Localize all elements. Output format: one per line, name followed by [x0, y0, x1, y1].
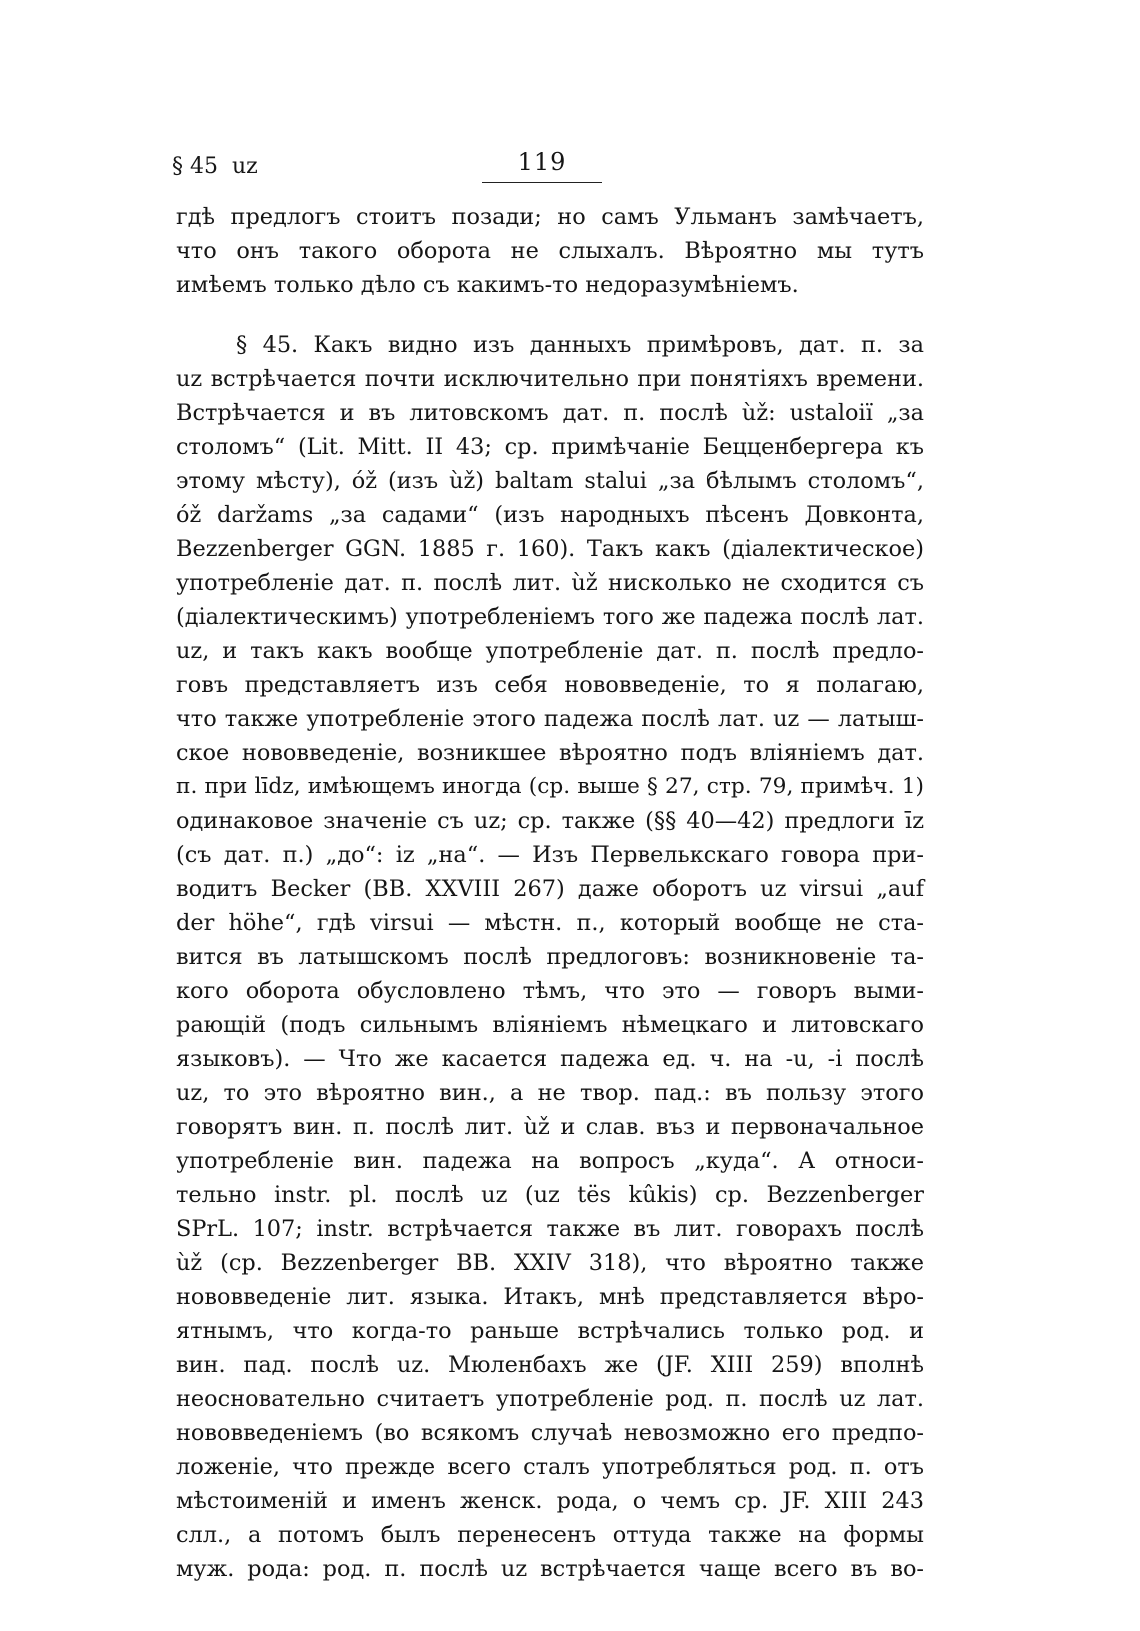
text-line: Встрѣчается и въ литовскомъ дат. п. послѣ ùž: ustaloiï „за — [176, 400, 924, 426]
text-line: ùž (ср. Bezzenberger BB. XXIV 318), что вѣроятно также — [176, 1250, 924, 1276]
text-line: п. при līdz, имѣющемъ иногда (ср. выше § 27, стр. 79, примѣч. 1) — [176, 774, 924, 799]
running-header — [172, 148, 924, 188]
section-reference — [172, 154, 258, 179]
text-line: употребленіе вин. падежа на вопросъ „куда“. А относи- — [176, 1148, 924, 1174]
header-rule — [482, 182, 602, 183]
text-line: uz, то это вѣроятно вин., а не твор. пад.: въ пользу этого — [176, 1080, 924, 1106]
text-line: языковъ). — Что же касается падежа ед. ч. на -u, -i послѣ — [176, 1046, 924, 1072]
text-line: кого оборота обусловлено тѣмъ, что это — говоръ выми- — [176, 978, 924, 1004]
text-line: (съ дат. п.) „до“: iz „на“. — Изъ Первелькскаго говора при- — [176, 842, 924, 868]
text-line: рающій (подъ сильнымъ вліяніемъ нѣмецкаго и литовскаго — [176, 1012, 924, 1038]
body-text — [176, 200, 924, 1586]
text-line: óž daržams „за садами“ (изъ народныхъ пѣсенъ Довконта, — [176, 502, 924, 528]
text-line: der höhe“, гдѣ virsui — мѣстн. п., который вообще не ста- — [176, 910, 924, 936]
paragraph-gap — [176, 302, 924, 328]
text-line: столомъ“ (Lit. Mitt. II 43; ср. примѣчаніе Бецценбергера къ — [176, 434, 924, 460]
text-line: uz встрѣчается почти исключительно при понятіяхъ времени. — [176, 366, 924, 392]
text-line: нововведеніемъ (во всякомъ случаѣ невозможно его предпо- — [176, 1420, 924, 1446]
text-line: гдѣ предлогъ стоитъ позади; но самъ Ульманъ замѣчаетъ, — [176, 204, 924, 230]
text-line: говъ представляетъ изъ себя нововведеніе, то я полагаю, — [176, 672, 924, 698]
text-line: нововведеніе лит. языка. Итакъ, мнѣ представляется вѣро- — [176, 1284, 924, 1310]
text-line: Bezzenberger GGN. 1885 г. 160). Такъ какъ (діалектическое) — [176, 536, 924, 562]
text-line: неосновательно считаетъ употребленіе род. п. послѣ uz лат. — [176, 1386, 924, 1412]
text-line: ятнымъ, что когда-то раньше встрѣчались только род. и — [176, 1318, 924, 1344]
text-line: слл., а потомъ былъ перенесенъ оттуда также на формы — [176, 1522, 924, 1548]
page-number: 119 — [517, 148, 567, 176]
text-line: имѣемъ только дѣло съ какимъ-то недоразумѣніемъ. — [176, 272, 799, 298]
text-line: что онъ такого оборота не слыхалъ. Вѣроятно мы тутъ — [176, 238, 924, 264]
text-line: одинаковое значеніе съ uz; ср. также (§§ 40—42) предлоги īz — [176, 808, 924, 834]
section-number: § 45 — [172, 154, 218, 179]
text-line: вин. пад. послѣ uz. Мюленбахъ же (JF. XIII 259) вполнѣ — [176, 1352, 924, 1378]
text-line: что также употребленіе этого падежа послѣ лат. uz — латыш- — [176, 706, 924, 732]
text-line: SPrL. 107; instr. встрѣчается также въ лит. говорахъ послѣ — [176, 1216, 924, 1242]
text-line: (діалектическимъ) употребленіемъ того же падежа послѣ лат. — [176, 604, 924, 630]
text-line: ское нововведеніе, возникшее вѣроятно подъ вліяніемъ дат. — [176, 740, 924, 766]
paragraph-continuation — [176, 200, 924, 302]
text-line: uz, и такъ какъ вообще употребленіе дат. п. послѣ предло- — [176, 638, 924, 664]
text-line: говорятъ вин. п. послѣ лит. ùž и слав. въз и первоначальное — [176, 1114, 924, 1140]
text-line: этому мѣсту), óž (изъ ùž) baltam stalui „за бѣлымъ столомъ“, — [176, 468, 924, 494]
paragraph-section-45 — [176, 328, 924, 1586]
text-line: § 45. Какъ видно изъ данныхъ примѣровъ, дат. п. за — [236, 332, 924, 358]
text-line: муж. рода: род. п. послѣ uz встрѣчается чаще всего въ во- — [176, 1556, 924, 1582]
text-line: тельно instr. pl. послѣ uz (uz tës kûkis) ср. Bezzenberger — [176, 1182, 924, 1208]
text-line: вится въ латышскомъ послѣ предлоговъ: возникновеніе та- — [176, 944, 924, 970]
text-line: мѣстоименій и именъ женск. рода, о чемъ ср. JF. XIII 243 — [176, 1488, 924, 1514]
text-line: ложеніе, что прежде всего сталъ употребляться род. п. отъ — [176, 1454, 924, 1480]
text-line: употребленіе дат. п. послѣ лит. ùž нисколько не сходится съ — [176, 570, 924, 596]
section-keyword: uz — [232, 154, 258, 179]
text-line: водитъ Becker (BB. XXVIII 267) даже оборотъ uz virsui „auf — [176, 876, 924, 902]
